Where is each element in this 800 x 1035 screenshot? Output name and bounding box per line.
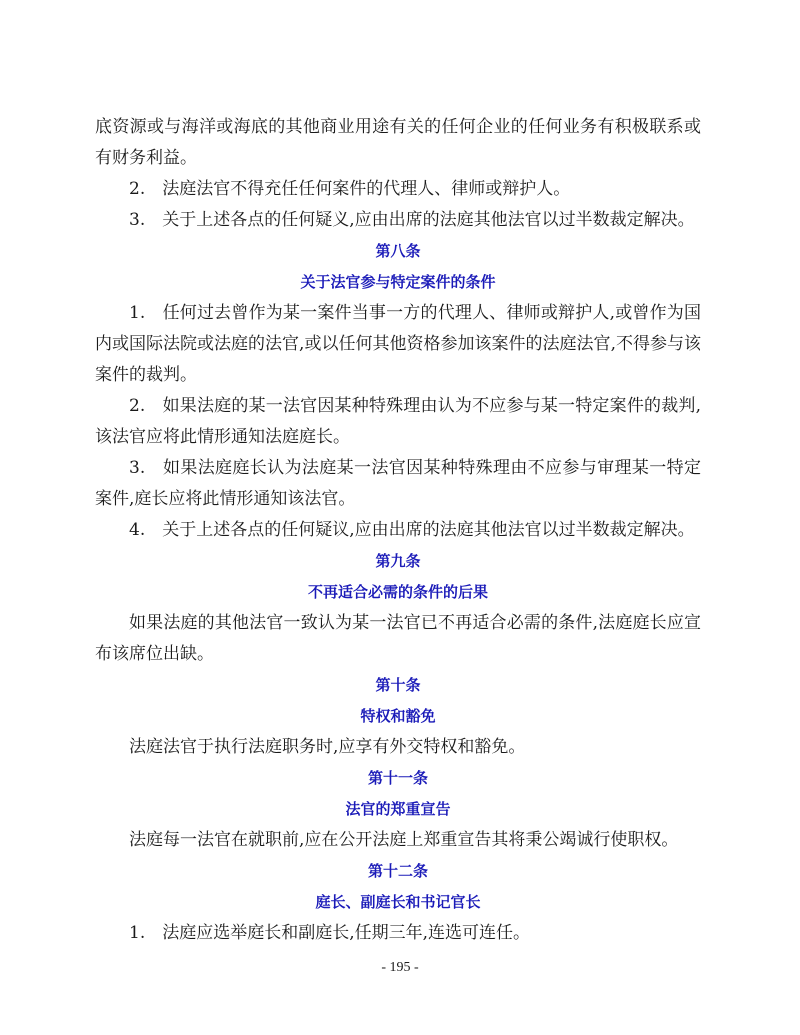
article-9-text: 如果法庭的其他法官一致认为某一法官已不再适合必需的条件,法庭庭长应宣布该席位出缺。 xyxy=(95,613,701,664)
article-10-title: 特权和豁免 xyxy=(360,707,436,725)
paragraph-item-3: 3. 关于上述各点的任何疑义,应由出席的法庭其他法官以过半数裁定解决。 xyxy=(129,210,695,230)
paragraph-item-2: 2. 法庭法官不得充任任何案件的代理人、律师或辩护人。 xyxy=(129,179,571,199)
article-11-number: 第十一条 xyxy=(367,769,428,787)
article-9-number: 第九条 xyxy=(375,552,421,570)
article-8-item-3: 3. 如果法庭庭长认为法庭某一法官因某种特殊理由不应参与审理某一特定案件,庭长应将此情形通知该法官。 xyxy=(95,458,701,509)
article-8-number: 第八条 xyxy=(375,242,421,260)
article-11-text: 法庭每一法官在就职前,应在公开法庭上郑重宣告其将秉公竭诚行使职权。 xyxy=(129,830,679,850)
article-9-title: 不再适合必需的条件的后果 xyxy=(307,583,488,601)
article-8-title: 关于法官参与特定案件的条件 xyxy=(300,273,496,291)
paragraph-continuation: 底资源或与海洋或海底的其他商业用途有关的任何企业的任何业务有积极联系或有财务利益。 xyxy=(95,117,701,168)
article-12-title: 庭长、副庭长和书记官长 xyxy=(315,893,481,911)
article-10-text: 法庭法官于执行法庭职务时,应享有外交特权和豁免。 xyxy=(129,737,526,757)
page-number: - 195 - xyxy=(381,960,419,975)
article-8-item-1: 1. 任何过去曾作为某一案件当事一方的代理人、律师或辩护人,或曾作为国内或国际法院或法庭的法官,或以任何其他资格参加该案件的法庭法官,不得参与该案件的裁判。 xyxy=(95,303,701,385)
document-body xyxy=(95,112,701,949)
article-11-title: 法官的郑重宣告 xyxy=(345,800,451,818)
article-8-item-4: 4. 关于上述各点的任何疑议,应由出席的法庭其他法官以过半数裁定解决。 xyxy=(129,520,695,540)
article-8-item-2: 2. 如果法庭的某一法官因某种特殊理由认为不应参与某一特定案件的裁判,该法官应将此情形通知法庭庭长。 xyxy=(95,396,701,447)
article-12-number: 第十二条 xyxy=(367,862,428,880)
article-12-item-1: 1. 法庭应选举庭长和副庭长,任期三年,连选可连任。 xyxy=(129,923,531,943)
article-10-number: 第十条 xyxy=(375,676,421,694)
